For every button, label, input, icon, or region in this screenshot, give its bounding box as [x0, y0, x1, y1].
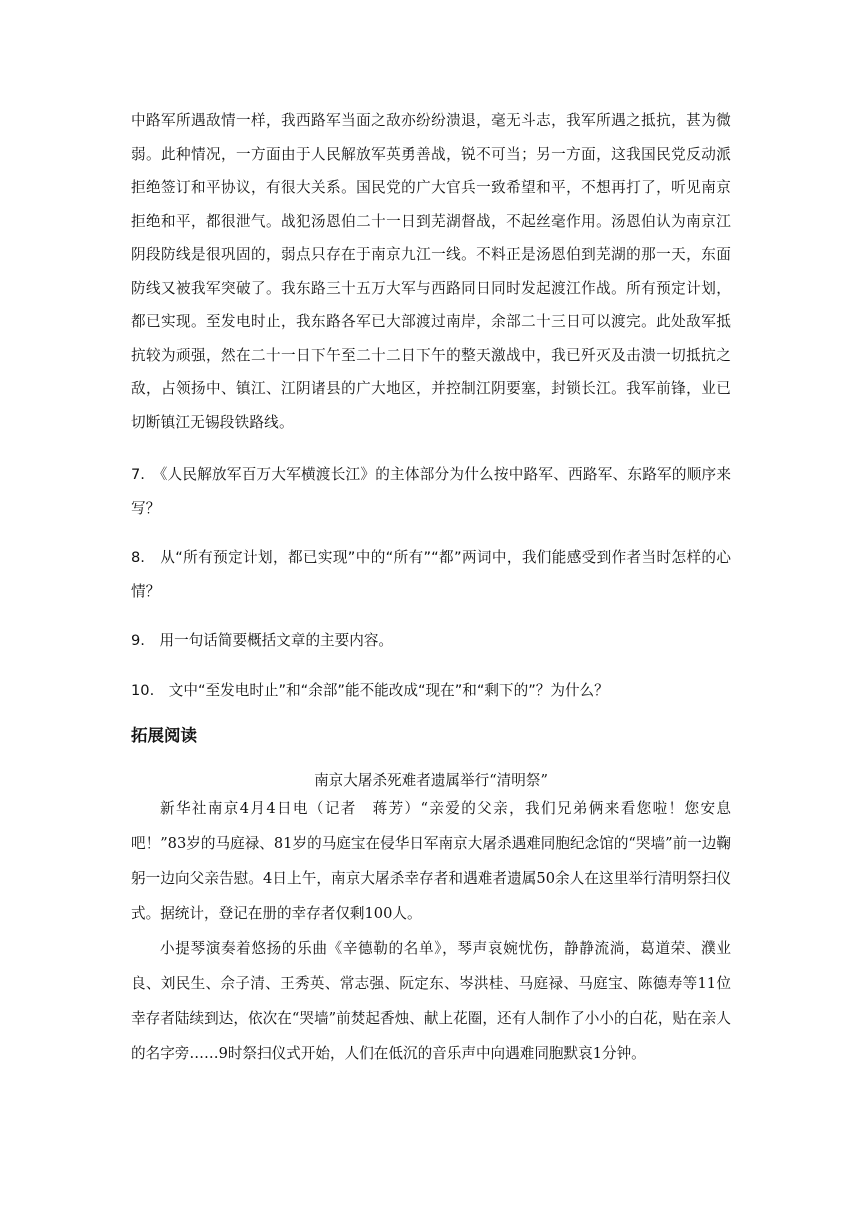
question-8: 8. 从“所有预定计划，都已实现”中的“所有”“都”两词中，我们能感受到作者当时怎样的心情？	[131, 549, 731, 600]
question-9: 9. 用一句话简要概括文章的主要内容。	[131, 632, 394, 649]
article-title: 南京大屠杀死难者遗属举行“清明祭”	[314, 772, 548, 789]
question-7: 7. 《人民解放军百万大军横渡长江》的主体部分为什么按中路军、西路军、东路军的顺序来写？	[131, 466, 731, 517]
article-paragraph-1: 新华社南京4月4日电（记者 蒋芳）“亲爱的父亲，我们兄弟俩来看您啦！您安息吧！”83岁的马庭禄、81岁的马庭宝在侵华日军南京大屠杀遇难同胞纪念馆的“哭墙”前一边鞠躬一边向父亲告慰。4日上午，南京大屠杀幸存者和遇难者遗属50余人在这里举行清明祭扫仪式。据统计，登记在册的幸存者仅剩100人。	[131, 800, 731, 922]
article-paragraph-2: 小提琴演奏着悠扬的乐曲《辛德勒的名单》，琴声哀婉忧伤，静静流淌，葛道荣、濮业良、刘民生、佘子清、王秀英、常志强、阮定东、岑洪桂、马庭禄、马庭宝、陈德寿等11位幸存者陆续到达，依次在“哭墙”前焚起香烛、献上花圈，还有人制作了小小的白花，贴在亲人的名字旁……9时祭扫仪式开始，人们在低沉的音乐声中向遇难同胞默哀1分钟。	[131, 940, 731, 1062]
passage-paragraph: 中路军所遇敌情一样，我西路军当面之敌亦纷纷溃退，毫无斗志，我军所遇之抵抗，甚为微弱。此种情况，一方面由于人民解放军英勇善战，锐不可当；另一方面，这我国民党反动派拒绝签订和平协议，有很大关系。国民党的广大官兵一致希望和平，不想再打了，听见南京拒绝和平，都很泄气。战犯汤恩伯二十一日到芜湖督战，不起丝毫作用。汤恩伯认为南京江阴段防线是很巩固的，弱点只存在于南京九江一线。不料正是汤恩伯到芜湖的那一天，东面防线又被我军突破了。我东路三十五万大军与西路同日同时发起渡江作战。所有预定计划，都已实现。至发电时止，我东路各军已大部渡过南岸，余部二十三日可以渡完。此处敌军抵抗较为顽强，然在二十一日下午至二十二日下午的整天激战中，我已歼灭及击溃一切抵抗之敌，占领扬中、镇江、江阴诸县的广大地区，并控制江阴要塞，封锁长江。我军前锋，业已切断镇江无锡段铁路线。	[131, 112, 731, 431]
question-10: 10. 文中“至发电时止”和“余部”能不能改成“现在”和“剩下的”？为什么？	[131, 682, 609, 699]
section-heading-extended-reading: 拓展阅读	[131, 726, 197, 745]
